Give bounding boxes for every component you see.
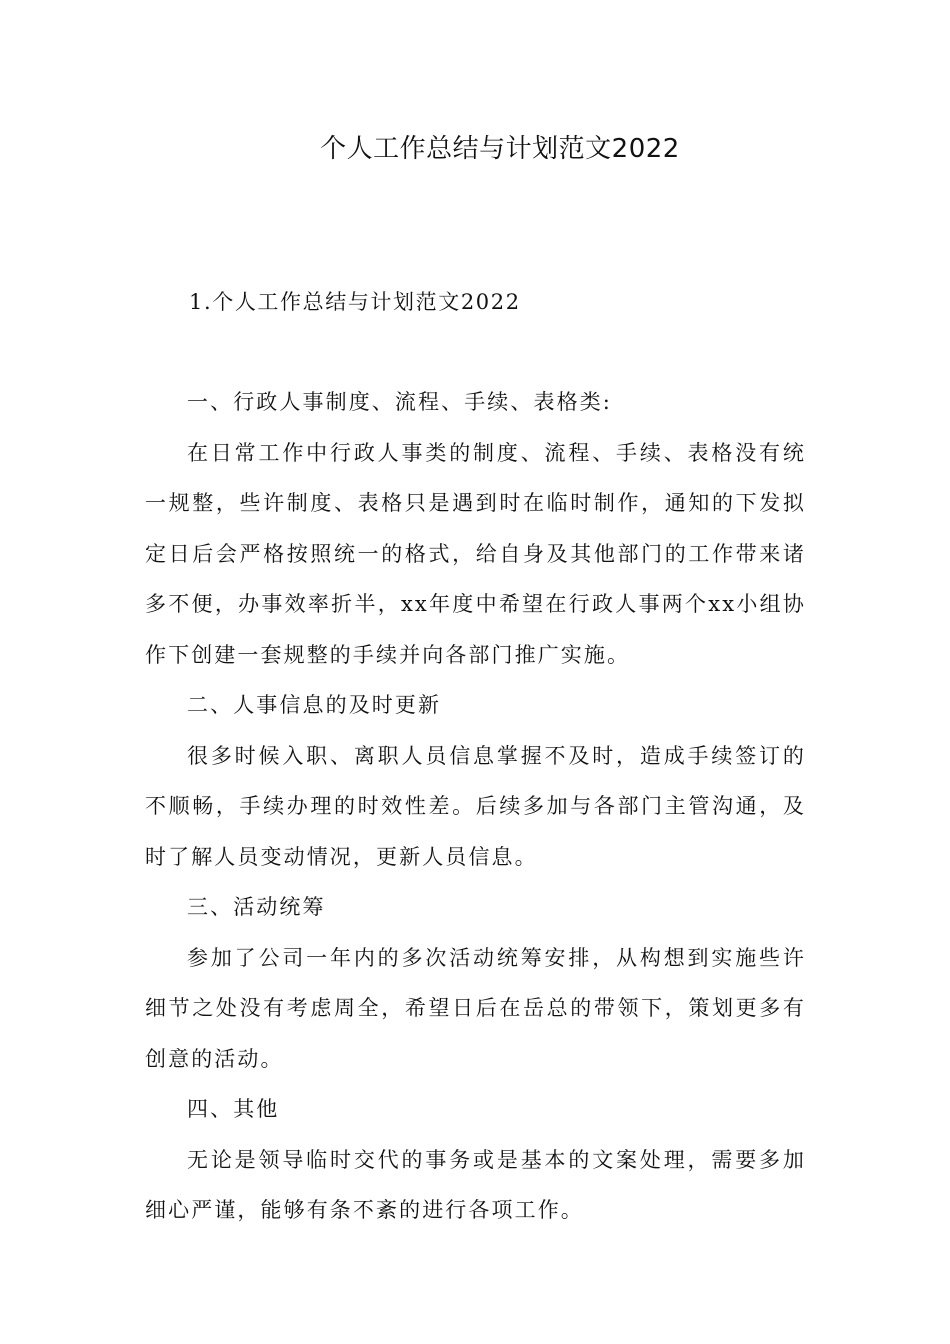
section-heading: 1.个人工作总结与计划范文2022 — [189, 290, 521, 314]
heading-other: 四、其他 — [187, 1097, 280, 1121]
heading-activities: 三、活动统筹 — [187, 895, 326, 919]
document-body — [145, 377, 806, 1236]
heading-admin-rules: 一、行政人事制度、流程、手续、表格类: — [187, 390, 612, 414]
paragraph-hr-info: 很多时候入职、离职人员信息掌握不及时，造成手续签订的不顺畅，手续办理的时效性差。后续多加与各部门主管沟通，及时了解人员变动情况，更新人员信息。 — [145, 743, 806, 869]
document-title: 个人工作总结与计划范文2022 — [320, 134, 680, 164]
paragraph-other: 无论是领导临时交代的事务或是基本的文案处理，需要多加细心严谨，能够有条不紊的进行各项工作。 — [145, 1147, 806, 1222]
paragraph-activities: 参加了公司一年内的多次活动统筹安排，从构想到实施些许细节之处没有考虑周全，希望日后在岳总的带领下，策划更多有创意的活动。 — [145, 945, 806, 1071]
heading-hr-info: 二、人事信息的及时更新 — [187, 693, 442, 717]
paragraph-admin-rules: 在日常工作中行政人事类的制度、流程、手续、表格没有统一规整，些许制度、表格只是遇到时在临时制作，通知的下发拟定日后会严格按照统一的格式，给自身及其他部门的工作带来诸多不便，办事效率折半，xx年度中希望在行政人事两个xx小组协作下创建一套规整的手续并向各部门推广实施。 — [145, 440, 806, 667]
